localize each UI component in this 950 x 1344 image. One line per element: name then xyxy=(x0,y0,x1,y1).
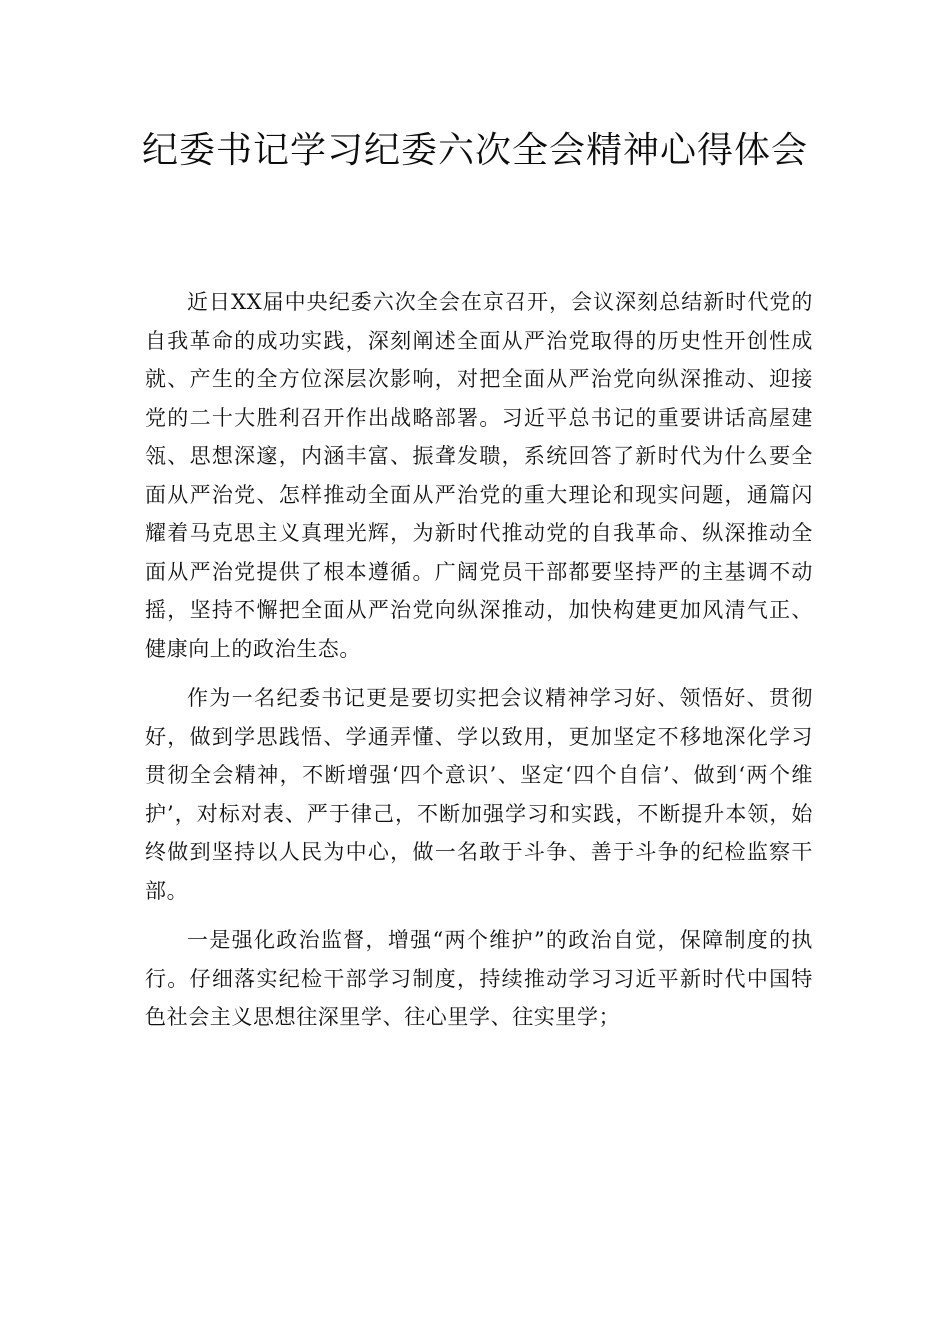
document-body xyxy=(145,283,813,1048)
paragraph-1: 近日XX届中央纪委六次全会在京召开，会议深刻总结新时代党的自我革命的成功实践，深刻阐述全面从严治党取得的历史性开创性成就、产生的全方位深层次影响，对把全面从严治党向纵深推动、迎接党的二十大胜利召开作出战略部署。习近平总书记的重要讲话高屋建瓴、思想深邃，内涵丰富、振聋发聩，系统回答了新时代为什么要全面从严治党、怎样推动全面从严治党的重大理论和现实问题，通篇闪耀着马克思主义真理光辉，为新时代推动党的自我革命、纵深推动全面从严治党提供了根本遵循。广阔党员干部都要坚持严的主基调不动摇，坚持不懈把全面从严治党向纵深推动，加快构建更加风清气正、健康向上的政治生态。 xyxy=(145,290,813,661)
paragraph-2: 作为一名纪委书记更是要切实把会议精神学习好、领悟好、贯彻好，做到学思践悟、学通弄懂、学以致用，更加坚定不移地深化学习贯彻全会精神，不断增强‘四个意识’、坚定‘四个自信’、做到‘两个维护’，对标对表、严于律己，不断加强学习和实践，不断提升本领，始终做到坚持以人民为中心，做一名敢于斗争、善于斗争的纪检监察干部。 xyxy=(145,686,813,903)
paragraph-3: 一是强化政治监督，增强“两个维护”的政治自觉，保障制度的执行。仔细落实纪检干部学习制度，持续推动学习习近平新时代中国特色社会主义思想往深里学、往心里学、往实里学； xyxy=(145,928,813,1029)
document-title: 纪委书记学习纪委六次全会精神心得体会 xyxy=(141,130,808,171)
